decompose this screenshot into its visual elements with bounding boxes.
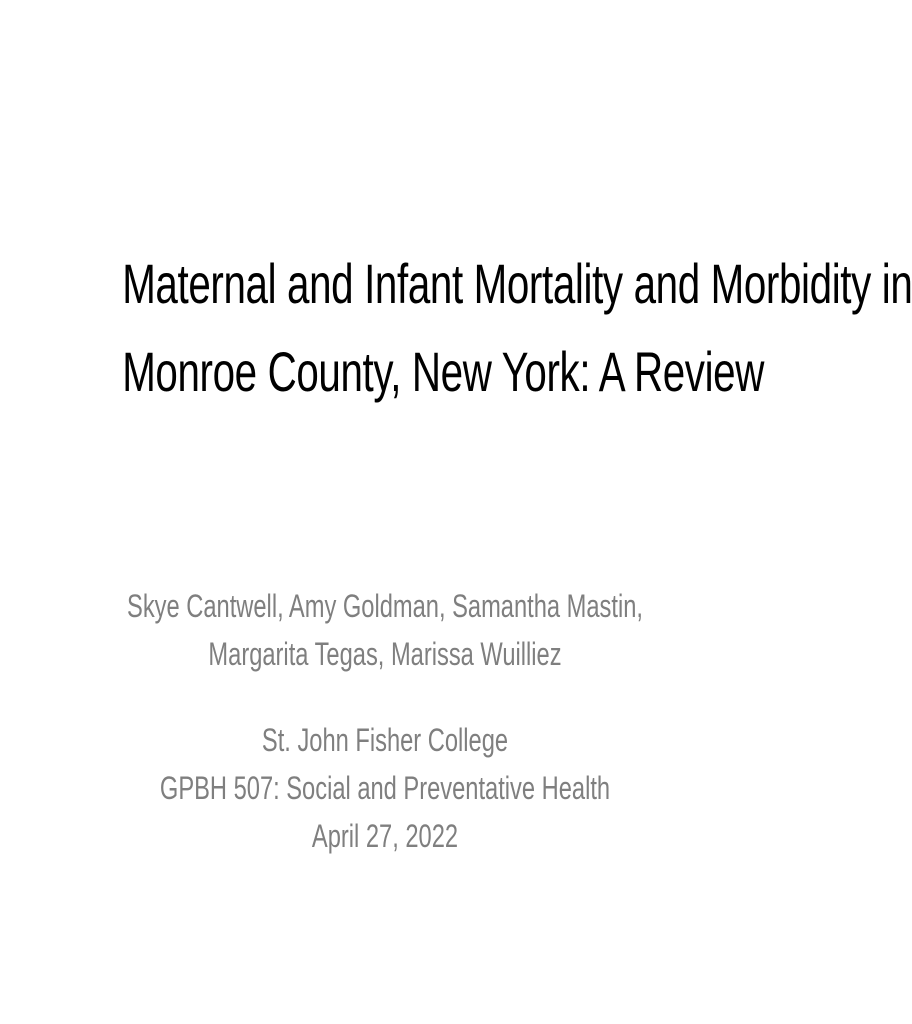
- title-line-1: Maternal and Infant Mortality and Morbidity in: [122, 252, 912, 315]
- course-name: GPBH 507: Social and Preventative Health: [159, 770, 611, 806]
- presentation-date: April 27, 2022: [311, 818, 459, 854]
- authors-line-1: Skye Cantwell, Amy Goldman, Samantha Mastin,: [127, 588, 643, 624]
- authors-line-2: Margarita Tegas, Marissa Wuilliez: [208, 636, 562, 672]
- slide-subtitle: [20, 582, 750, 860]
- slide-title: [20, 240, 912, 416]
- title-line-2: Monroe County, New York: A Review: [122, 340, 764, 403]
- spacer: [20, 678, 750, 716]
- institution: St. John Fisher College: [261, 722, 509, 758]
